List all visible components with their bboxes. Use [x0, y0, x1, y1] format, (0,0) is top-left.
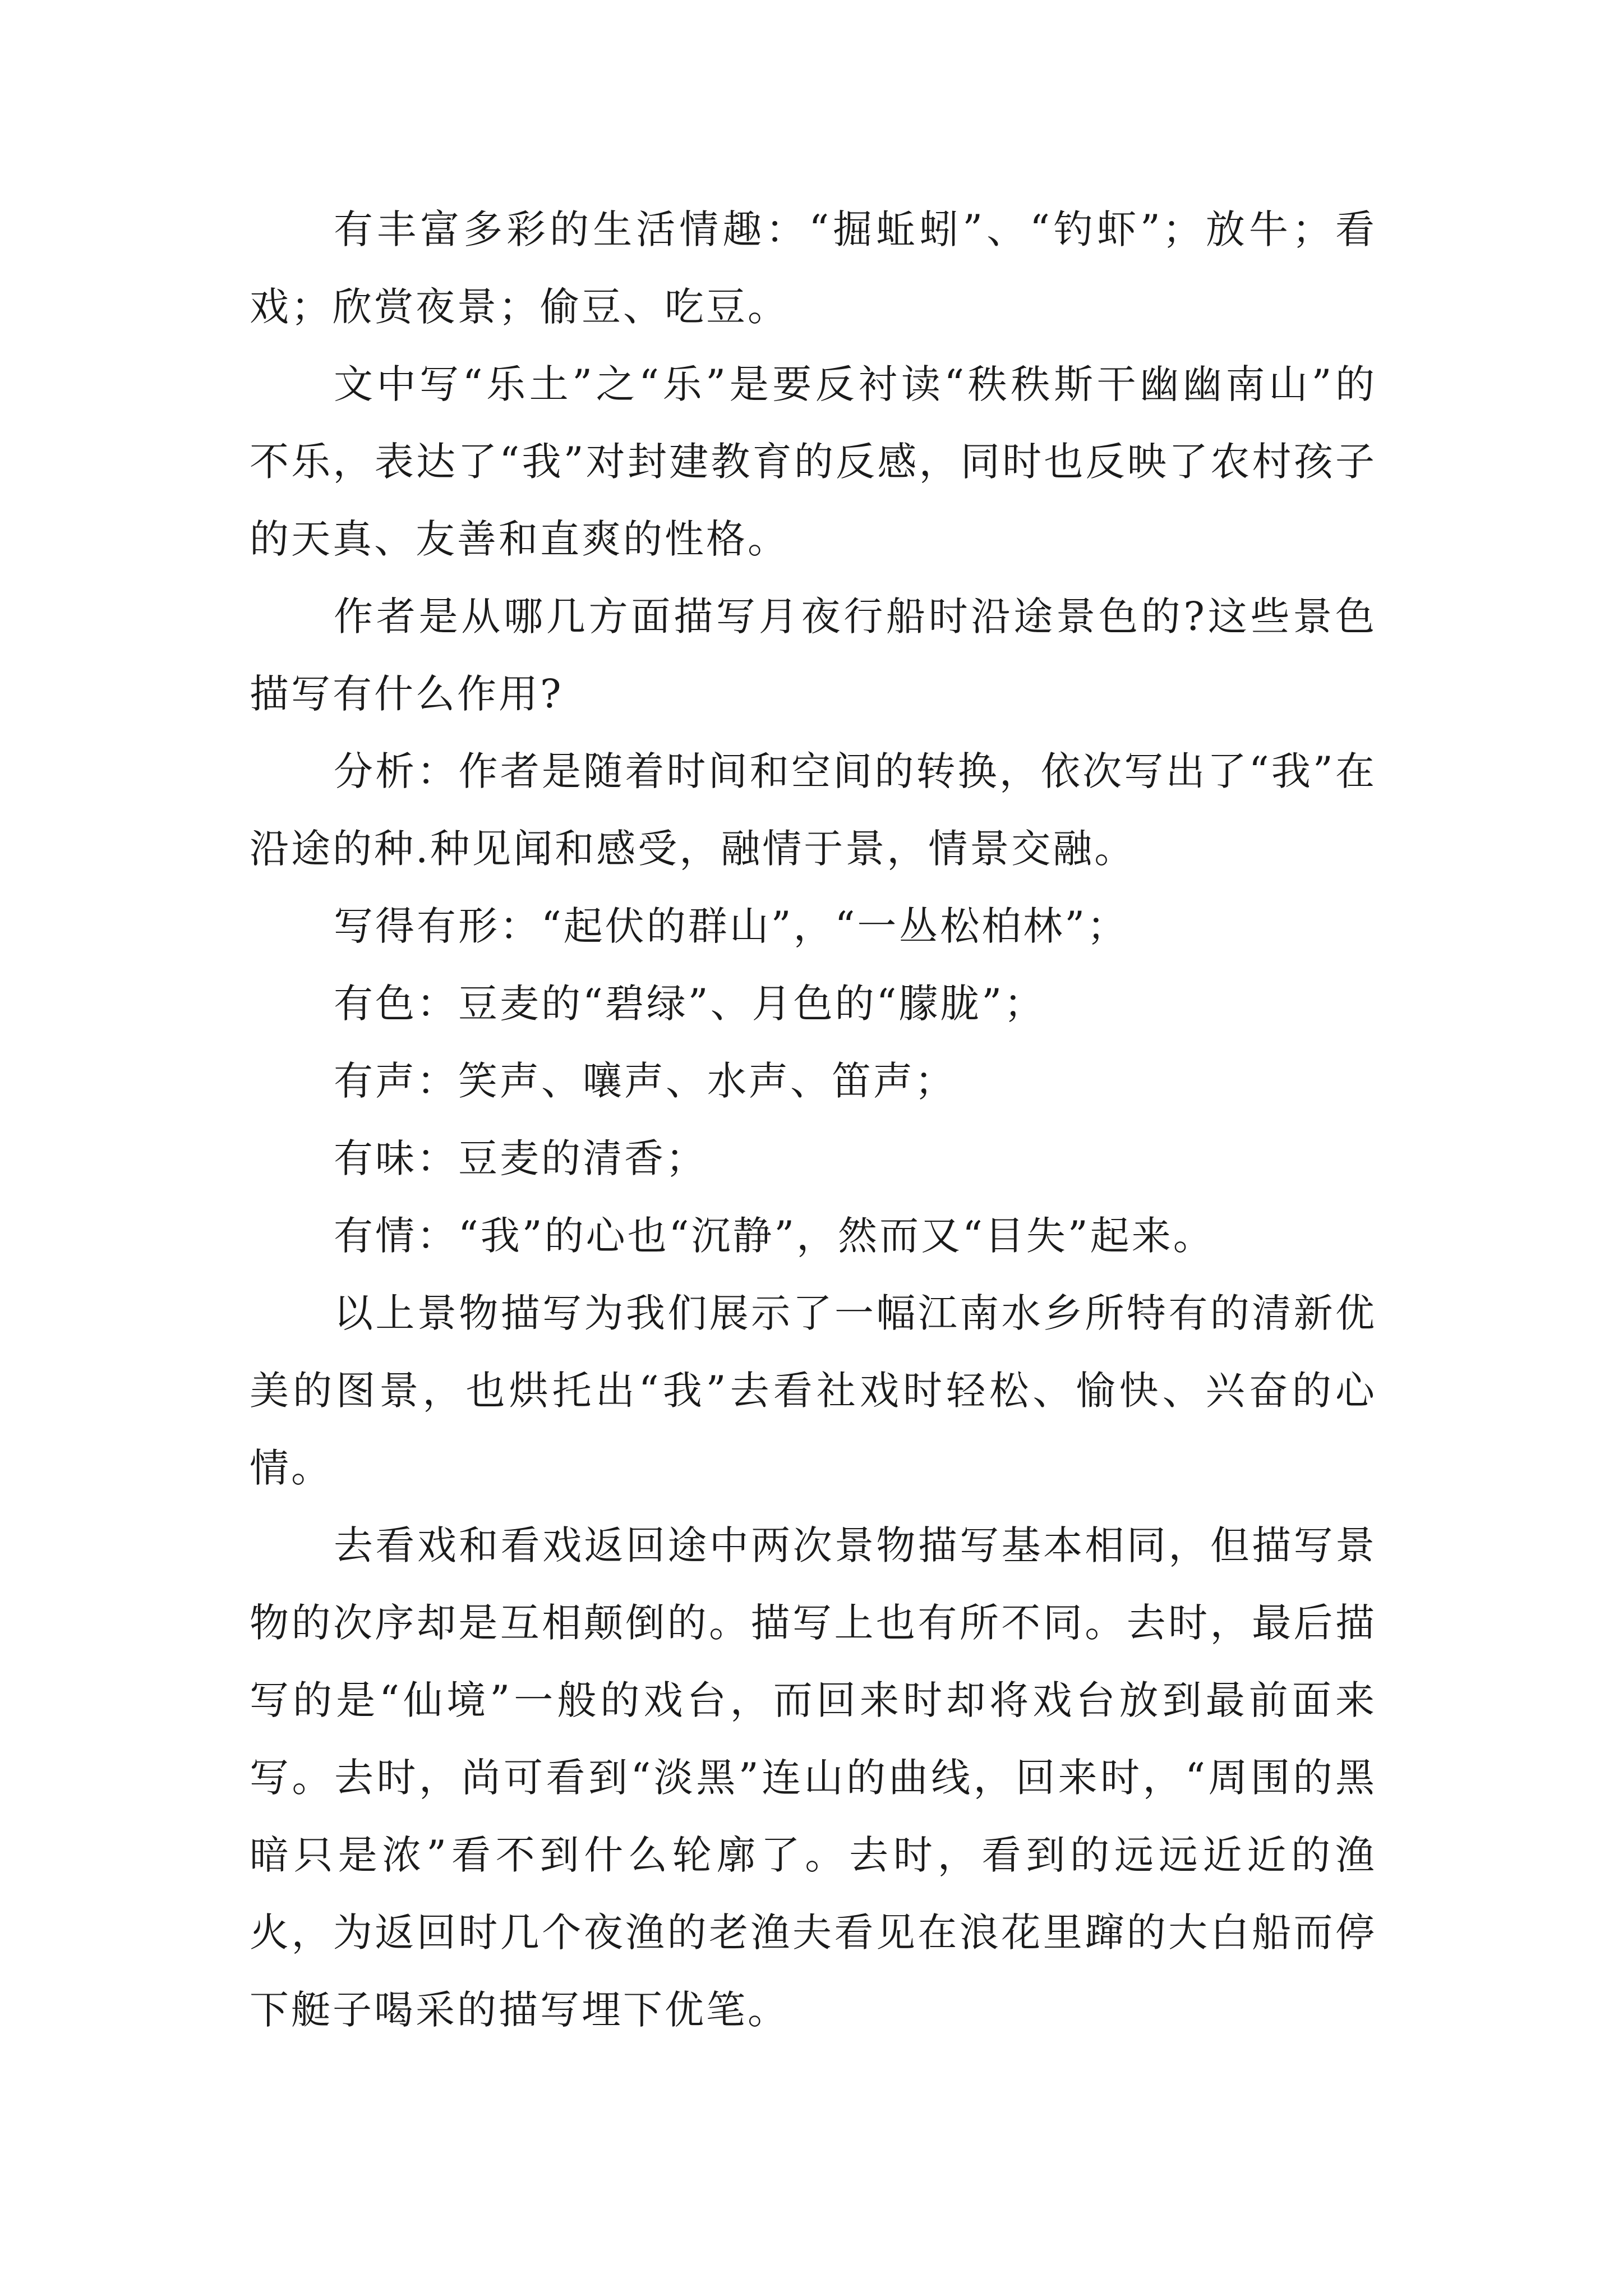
paragraph-sound: 有声：笑声、嚷声、水声、笛声； — [334, 1058, 956, 1104]
paragraph-scent: 有味：豆麦的清香； — [334, 1135, 707, 1181]
paragraph-analysis: 分析：作者是随着时间和空间的转换，依次写出了“我”在沿途的种.种见闻和感受，融情于景，情景交融。 — [250, 748, 1377, 872]
paragraph-joyful-land: 文中写“乐土”之“乐”是要反衬读“秩秩斯干幽幽南山”的不乐，表达了“我”对封建教育的反感，同时也反映了农村孩子的天真、友善和直爽的性格。 — [250, 361, 1377, 562]
paragraph-question: 作者是从哪几方面描写月夜行船时沿途景色的?这些景色描写有什么作用? — [250, 593, 1377, 717]
paragraph-emotion: 有情：“我”的心也“沉静”，然而又“目失”起来。 — [334, 1213, 1215, 1259]
document-body — [250, 191, 1377, 2049]
paragraph-scenery-summary: 以上景物描写为我们展示了一幅江南水乡所特有的清新优美的图景，也烘托出“我”去看社戏时轻松、愉快、兴奋的心情。 — [250, 1290, 1377, 1491]
paragraph-color: 有色：豆麦的“碧绿”、月色的“朦胧”； — [334, 981, 1046, 1027]
paragraph-shape: 写得有形：“起伏的群山”，“一丛松柏林”； — [334, 903, 1129, 949]
paragraph-comparison: 去看戏和看戏返回途中两次景物描写基本相同，但描写景物的次序却是互相颠倒的。描写上也有所不同。去时，最后描写的是“仙境”一般的戏台，而回来时却将戏台放到最前面来写。去时，尚可看到“淡黑”连山的曲线，回来时，“周围的黑暗只是浓”看不到什么轮廓了。去时，看到的远远近近的渔火，为返回时几个夜渔的老渔夫看见在浪花里蹿的大白船而停下艇子喝采的描写埋下优笔。 — [250, 1522, 1377, 2033]
paragraph-life-interests: 有丰富多彩的生活情趣：“掘蚯蚓”、“钓虾”；放牛；看戏；欣赏夜景；偷豆、吃豆。 — [250, 206, 1377, 330]
